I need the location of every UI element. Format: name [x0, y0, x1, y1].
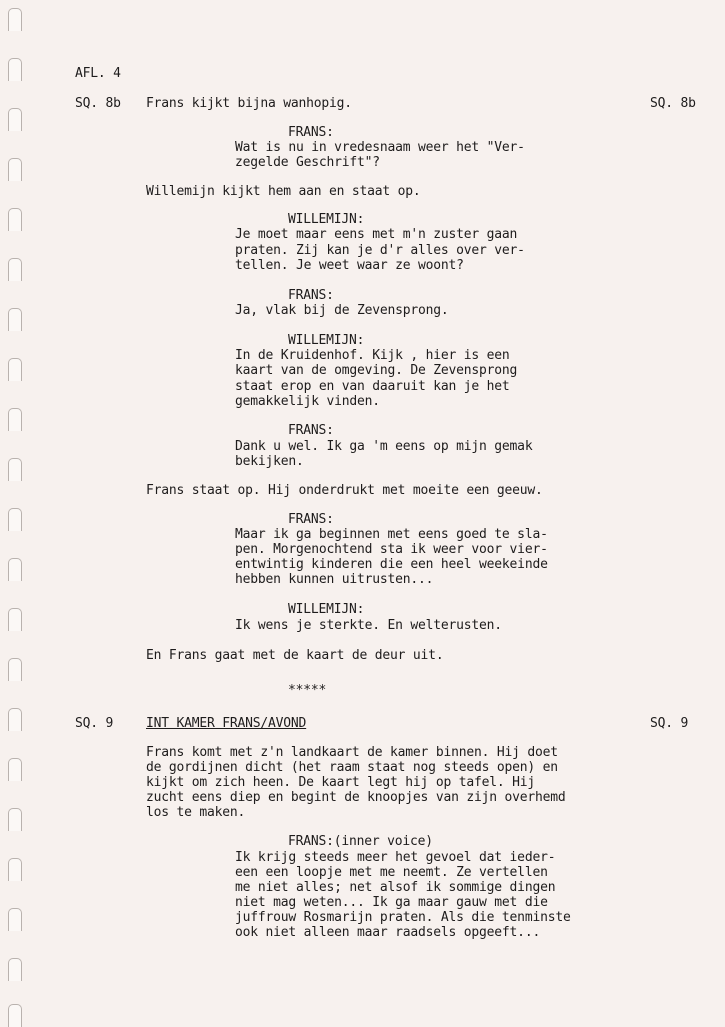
action-line: zucht eens diep en begint de knoopjes van zijn overhemd	[146, 790, 566, 805]
scene-label-left: SQ. 9	[75, 716, 114, 731]
dialogue-line: hebben kunnen uitrusten...	[235, 572, 434, 587]
scene-heading: INT KAMER FRANS/AVOND	[146, 716, 307, 731]
dialogue-line: bekijken.	[235, 454, 304, 469]
binder-hole	[8, 58, 22, 81]
speaker-name: FRANS:	[288, 125, 334, 140]
binder-hole	[8, 958, 22, 981]
binder-hole	[8, 158, 22, 181]
dialogue-line: gemakkelijk vinden.	[235, 394, 380, 409]
speaker-name: WILLEMIJN:	[288, 212, 365, 227]
dialogue-line: ook niet alleen maar raadsels opgeeft...	[235, 925, 541, 940]
dialogue-line: In de Kruidenhof. Kijk , hier is een	[235, 348, 510, 363]
dialogue-line: niet mag weten... Ik ga maar gauw met die	[235, 895, 548, 910]
binder-hole	[8, 808, 22, 831]
speaker-name: WILLEMIJN:	[288, 602, 365, 617]
binder-hole	[8, 908, 22, 931]
action-line: Willemijn kijkt hem aan en staat op.	[146, 184, 421, 199]
speaker-name: FRANS:	[288, 512, 334, 527]
binder-hole	[8, 358, 22, 381]
dialogue-line: Dank u wel. Ik ga 'm eens op mijn gemak	[235, 439, 533, 454]
scene-label-right: SQ. 8b	[650, 96, 696, 111]
dialogue-line: Ik wens je sterkte. En welterusten.	[235, 618, 502, 633]
binder-hole	[8, 108, 22, 131]
dialogue-line: Maar ik ga beginnen met eens goed te sla-	[235, 527, 548, 542]
action-line: los te maken.	[146, 805, 246, 820]
dialogue-line: me niet alles; net alsof ik sommige dingen	[235, 880, 556, 895]
dialogue-line: Wat is nu in vredesnaam weer het "Ver-	[235, 140, 525, 155]
binder-hole	[8, 208, 22, 231]
dialogue-line: staat erop en van daaruit kan je het	[235, 379, 510, 394]
binder-hole	[8, 558, 22, 581]
dialogue-line: juffrouw Rosmarijn praten. Als die tenminste	[235, 910, 571, 925]
binder-hole	[8, 658, 22, 681]
dialogue-line: praten. Zij kan je d'r alles over ver-	[235, 243, 525, 258]
binder-hole	[8, 8, 22, 31]
episode-number: AFL. 4	[75, 66, 121, 81]
scene-label-left: SQ. 8b	[75, 96, 121, 111]
dialogue-line: zegelde Geschrift"?	[235, 155, 380, 170]
scene-separator: *****	[288, 683, 327, 698]
binder-hole	[8, 458, 22, 481]
action-line: Frans komt met z'n landkaart de kamer binnen. Hij doet	[146, 745, 558, 760]
dialogue-line: entwintig kinderen die een heel weekeinde	[235, 557, 548, 572]
speaker-name: FRANS:	[288, 288, 334, 303]
binder-hole	[8, 708, 22, 731]
binder-hole	[8, 758, 22, 781]
dialogue-line: Ik krijg steeds meer het gevoel dat ieder-	[235, 850, 556, 865]
speaker-name: FRANS:	[288, 423, 334, 438]
action-line: Frans staat op. Hij onderdrukt met moeite een geeuw.	[146, 483, 543, 498]
dialogue-line: een een loopje met me neemt. Ze vertellen	[235, 865, 548, 880]
dialogue-line: kaart van de omgeving. De Zevensprong	[235, 363, 518, 378]
action-line: En Frans gaat met de kaart de deur uit.	[146, 648, 444, 663]
dialogue-line: Je moet maar eens met m'n zuster gaan	[235, 227, 518, 242]
dialogue-line: Ja, vlak bij de Zevensprong.	[235, 303, 449, 318]
speaker-name: WILLEMIJN:	[288, 333, 365, 348]
binder-holes	[8, 0, 24, 1024]
speaker-name: FRANS:(inner voice)	[288, 834, 433, 849]
dialogue-line: tellen. Je weet waar ze woont?	[235, 258, 464, 273]
binder-hole	[8, 858, 22, 881]
dialogue-line: pen. Morgenochtend sta ik weer voor vier-	[235, 542, 548, 557]
scene-label-right: SQ. 9	[650, 716, 689, 731]
binder-hole	[8, 258, 22, 281]
action-line: kijkt om zich heen. De kaart legt hij op tafel. Hij	[146, 775, 535, 790]
action-line: de gordijnen dicht (het raam staat nog steeds open) en	[146, 760, 558, 775]
binder-hole	[8, 308, 22, 331]
binder-hole	[8, 608, 22, 631]
binder-hole	[8, 508, 22, 531]
action-line: Frans kijkt bijna wanhopig.	[146, 96, 352, 111]
binder-hole	[8, 408, 22, 431]
